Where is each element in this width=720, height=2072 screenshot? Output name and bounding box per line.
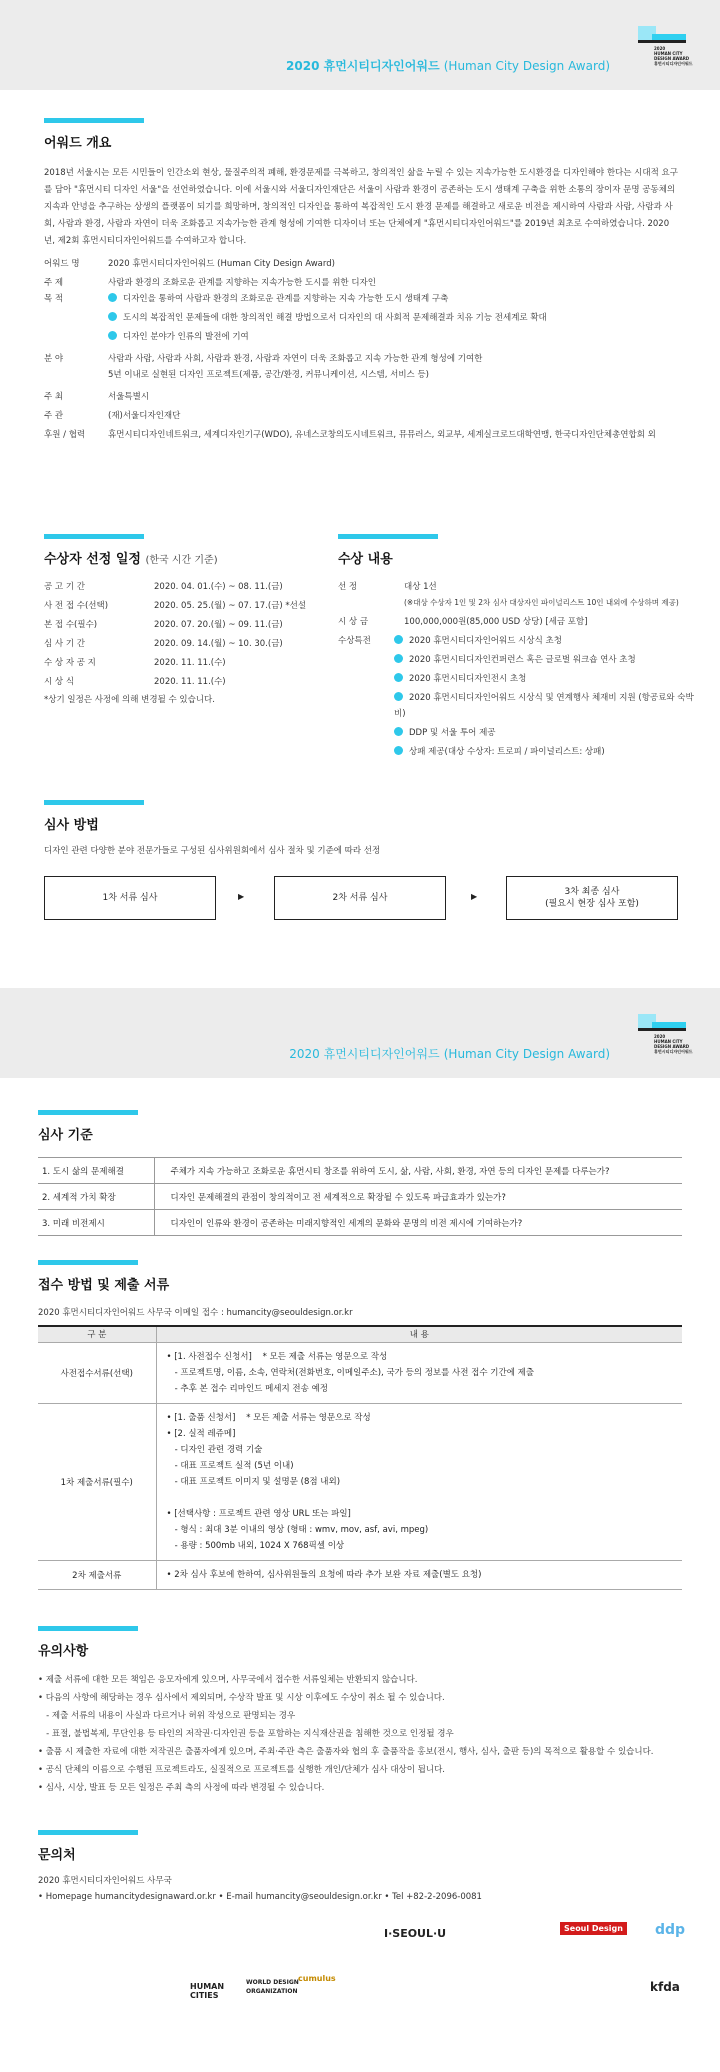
submission-line: - 프로젝트명, 이름, 소속, 연락처(전화번호, 이메일주소), 국가 등의 정보를 사전 접수 기간에 제출	[166, 1367, 535, 1378]
notice-section: 유의사항 • 제출 서류에 대한 모든 책임은 응모자에게 있으며, 사무국에서 접수한 서류일체는 반환되지 않습니다. • 다음의 사항에 해당하는 경우 심사에서 제외되며, 수상작 발표 및 시상 이후에도 수상이 취소 될 수 있습니다. - 제출 서류의 내용이 사실과 다르거나 허위 작성으로 판명되는 경우 - 표절, 불법복제, 무단인용 등 타인의 저작권·디자인권 등을 포함하는 지식재산권을 침해한 것으로 인정될 경우 • 출품 시 제출한 자료에 대한 저작권은 출품자에게 있으며, 주최·주관 측은 출품자와 협의 후 출품작을 홍보(전시, 행사, 심사, 출판 등)의 목적으로 활용할 수 있습니다. • 공식 단체의 이름으로 수행된 프로젝트라도, 실질적으로 프로젝트를 실행한 개인/단체가 심사 대상이 됩니다. • 심사, 시상, 발표 등 모든 일정은 주최 측의 사정에 따라 변경될 수 있습니다.	[38, 1626, 682, 1797]
judging-section: 심사 방법 디자인 관련 다양한 분야 전문가들로 구성된 심사위원회에서 심사 절차 및 기준에 따라 선정	[44, 800, 680, 860]
info-row: 심 사 기 간 2020. 09. 14.(월) ~ 10. 30.(금)	[44, 639, 283, 649]
wdo-logo: WORLD DESIGN ORGANIZATION	[246, 1979, 299, 1995]
notice-item: - 제출 서류의 내용이 사실과 다르거나 허위 작성으로 판명되는 경우	[38, 1711, 296, 1721]
submission-section: 접수 방법 및 제출 서류 2020 휴먼시티디자인어워드 사무국 이메일 접수 : humancity@seouldesign.or.kr 구 분 내 용 사전접수서류(선택) • [1. 사전접수 신청서] * 모든 제출 서류는 영문으로 작성 - 프로젝트명, 이름, 소속, 연락처(전화번호, 이메일주소), 국가 등의 정보를 사전 접수 기간에 제출 - 추후 본 접수 리마인드 메세지 전송 예정 1차 제출서류(필수) • [1. 출품 신청서] * 모든 제출 서류는 영문으로 작성 • [2. 실적 레쥬메] - 디자인 관련 경력 기술 - 대표 프로젝트 실적 (5년 이내) - 대표 프로젝트 이미지 및 설명문 (8점 내외) • [선택사항 : 프로젝트 관련 영상 URL 또는 파일] - 형식 : 최대 3분 이내의 영상 (형태 : wmv, mov, asf, avi, mpeg) - 용량 : 500mb 내외, 1024 X 768픽셀 이상 2차 제출서류 • 2차 심사 후보에 한하여, 심사위원들의 요청에 따라 추가 보완 자료 제출(별도 요청)	[38, 1260, 682, 1590]
submission-line: - 추후 본 접수 리마인드 메세지 전송 예정	[166, 1383, 328, 1394]
purpose-item: 디자인을 통하여 사람과 환경의 조화로운 관계를 지향하는 지속 가능한 도시 생태계 구축	[108, 291, 680, 307]
contact-section: 문의처 2020 휴먼시티디자인어워드 사무국 • Homepage humancitydesignaward.or.kr • E-mail humancity@seouldesign.or.kr • Tel +82-2-2096-0081	[38, 1830, 682, 1905]
header-title: 2020 휴먼시티디자인어워드 (Human City Design Award)	[286, 59, 610, 73]
info-row: 어워드 명 2020 휴먼시티디자인어워드 (Human City Design Award)	[44, 259, 335, 269]
page-header-2: 2020 휴먼시티디자인어워드 (Human City Design Award) 2020 HUMAN CITY DESIGN AWARD 휴먼시티디자인어워드	[0, 988, 720, 1078]
bullet-icon	[394, 692, 403, 701]
kfda-logo: kfda	[650, 1980, 680, 1994]
arrow-icon: ▶	[238, 892, 245, 901]
prize-section: 수상 내용 선 정 대상 1선 (※대상 수상자 1인 및 2차 심사 대상자인 파이널리스트 10인 내외에 수상하며 제공) 시 상 금 100,000,000원(85,000 USD 상당) [세금 포함] 수상특전 2020 휴먼시티디자인어워드 시상식 초청 2020 휴먼시티디자인컨퍼런스 혹은 글로벌 워크숍 연사 초청 2020 휴먼시티디자인전시 초청 2020 휴먼시티디자인어워드 시상식 및 연계행사 체재비 지원 (항공료와 숙박비) DDP 및 서울 투어 제공 상패 제공(대상 수상자: 트로피 / 파이널리스트: 상패)	[338, 534, 698, 763]
criteria-row: 2. 세계적 가치 확장 디자인 문제해결의 관점이 창의적이고 전 세계적으로 확장될 수 있도록 파급효과가 있는가?	[38, 1184, 682, 1210]
bullet-icon	[394, 673, 403, 682]
submission-line: - 디자인 관련 경력 기술	[166, 1444, 263, 1455]
submission-line: - 대표 프로젝트 실적 (5년 이내)	[166, 1460, 294, 1471]
notice-item: • 공식 단체의 이름으로 수행된 프로젝트라도, 실질적으로 프로젝트를 실행한 개인/단체가 심사 대상이 됩니다.	[38, 1765, 445, 1775]
bullet-icon	[394, 635, 403, 644]
submission-line: • 2차 심사 후보에 한하여, 심사위원들의 요청에 따라 추가 보완 자료 제출(별도 요청)	[166, 1569, 482, 1580]
seoul-design-logo: Seoul Design	[560, 1922, 627, 1935]
info-row: 주 최 서울특별시	[44, 392, 150, 402]
award-logo: 2020 HUMAN CITY DESIGN AWARD 휴먼시티디자인어워드	[634, 1010, 694, 1060]
submission-line: • [1. 출품 신청서] * 모든 제출 서류는 영문으로 작성	[166, 1412, 371, 1423]
bullet-icon	[394, 746, 403, 755]
submission-line	[167, 1490, 673, 1506]
info-row: 본 접 수(필수) 2020. 07. 20.(월) ~ 09. 11.(금)	[44, 620, 283, 630]
overview-section: 어워드 개요 2018년 서울시는 모든 시민들이 인간소외 현상, 물질주의적 폐해, 환경문제를 극복하고, 창의적인 삶을 누릴 수 있는 지속가능한 도시환경을 디자인해야 한다는 시대적 요구를 담아 "휴먼시티 디자인 서울"을 선언하였습니다. 이에 서울시와 서울디자인재단은 서울이 사람과 환경이 공존하는 도시 생태계 구축을 위한 소통의 장이자 문명 공동체의 지속과 안녕을 추구하는 상생의 플랫폼이 되기를 희망하며, 창의적인 디자인을 통하여 복잡적인 도시 환경 문제를 해결하고 새로운 비전을 제시하여 사람과 사람, 사람과 사회, 사람과 환경, 사람과 자연이 더욱 조화롭고 지속가능한 관계 형성에 기여한 디자이너 또는 단체에게 "휴먼시티디자인어워드"를 2019년 최초로 수여하였습니다. 2020년, 제2회 휴먼시티디자인어워드를 수여하고자 합니다. 어워드 명 2020 휴먼시티디자인어워드 (Human City Design Award) 주 제 사람과 환경의 조화로운 관계를 지향하는 지속가능한 도시를 위한 디자인 목 적 디자인을 통하여 사람과 환경의 조화로운 관계를 지향하는 지속 가능한 도시 생태계 구축 도시의 복잡적인 문제들에 대한 창의적인 해결 방법으로서 디자인의 대 사회적 문제해결과 치유 기능 전세계로 확대 디자인 분야가 인류의 발전에 기여 분 야 사람과 사람, 사람과 사회, 사람과 환경, 사람과 자연이 더욱 조화롭고 지속 가능한 관계 형성에 기여한 5년 이내로 실현된 디자인 프로젝트(제품, 공간/환경, 커뮤니케이션, 시스템, 서비스 등) 주 최 서울특별시 주 관 (재)서울디자인재단 후원 / 협력 휴먼시티디자인네트워크, 세계디자인기구(WDO), 유네스코창의도시네트워크, 뮤뮤러스, 외교부, 세계실크로드대학연맹, 한국디자인단체총연합회 외	[44, 118, 680, 443]
schedule-section: 수상자 선정 일정 (한국 시간 기준) 공 고 기 간 2020. 04. 01.(수) ~ 08. 11.(금) 사 전 접 수(선택) 2020. 05. 25.(월) ~ 07. 17.(금) *선설 본 접 수(필수) 2020. 07. 20.(월) ~ 09. 11.(금) 심 사 기 간 2020. 09. 14.(월) ~ 10. 30.(금) 수 상 자 공 지 2020. 11. 11.(수) 시 상 식 2020. 11. 11.(수) *상기 일정은 사정에 의해 변경될 수 있습니다.	[44, 534, 324, 708]
criteria-row: 1. 도시 삶의 문제해결 주체가 지속 가능하고 조화로운 휴먼시티 창조를 위하여 도시, 삶, 사람, 사회, 환경, 자연 등의 디자인 문제를 다루는가?	[38, 1158, 682, 1184]
info-row: 후원 / 협력 휴먼시티디자인네트워크, 세계디자인기구(WDO), 유네스코창의도시네트워크, 뮤뮤러스, 외교부, 세계실크로드대학연맹, 한국디자인단체총연합회 외	[44, 430, 656, 440]
benefit-item: 2020 휴먼시티디자인컨퍼런스 혹은 글로벌 워크숍 연사 초청	[394, 652, 698, 668]
submission-line: • [2. 실적 레쥬메]	[166, 1428, 236, 1439]
arrow-icon: ▶	[471, 892, 478, 901]
judging-step-3: 3차 최종 심사 (필요시 현장 심사 포함)	[506, 876, 678, 920]
submission-line: - 대표 프로젝트 이미지 및 설명문 (8점 내외)	[166, 1476, 341, 1487]
info-row: 수 상 자 공 지 2020. 11. 11.(수)	[44, 658, 226, 668]
purpose-item: 디자인 분야가 인류의 발전에 기여	[108, 329, 680, 345]
judging-step-2: 2차 서류 심사	[274, 876, 446, 920]
criteria-row: 3. 미래 비전제시 디자인이 인류와 환경이 공존하는 미래지향적인 세계의 문화와 문명의 비전 제시에 기여하는가?	[38, 1210, 682, 1236]
submission-line: • [선택사항 : 프로젝트 관련 영상 URL 또는 파일]	[166, 1508, 351, 1519]
iseoulu-logo: I·SEOUL·U	[384, 1927, 447, 1940]
judging-step-1: 1차 서류 심사	[44, 876, 216, 920]
benefit-item: 2020 휴먼시티디자인어워드 시상식 및 연계행사 체재비 지원 (항공료와 숙박비)	[394, 693, 694, 719]
benefit-item: 2020 휴먼시티디자인어워드 시상식 초청	[394, 633, 698, 649]
overview-paragraph: 2018년 서울시는 모든 시민들이 인간소외 현상, 물질주의적 폐해, 환경문제를 극복하고, 창의적인 삶을 누릴 수 있는 지속가능한 도시환경을 디자인해야 한다는 시대적 요구를 담아 "휴먼시티 디자인 서울"을 선언하였습니다. 이에 서울시와 서울디자인재단은 서울이 사람과 환경이 공존하는 도시 생태계 구축을 위한 소통의 장이자 문명 공동체의 지속과 안녕을 추구하는 상생의 플랫폼이 되기를 희망하며, 창의적인 디자인을 통하여 복잡적인 도시 환경 문제를 해결하고 새로운 비전을 제시하여 사람과 사람, 사람과 사회, 사람과 환경, 사람과 자연이 더욱 조화롭고 지속가능한 관계 형성에 기여한 디자이너 또는 단체에게 "휴먼시티디자인어워드"를 2019년 최초로 수여하였습니다. 2020년, 제2회 휴먼시티디자인어워드를 수여하고자 합니다.	[44, 168, 678, 246]
info-row: 주 제 사람과 환경의 조화로운 관계를 지향하는 지속가능한 도시를 위한 디자인	[44, 278, 376, 288]
notice-item: - 표절, 불법복제, 무단인용 등 타인의 저작권·디자인권 등을 포함하는 지식재산권을 침해한 것으로 인정될 경우	[38, 1729, 454, 1739]
purpose-item: 도시의 복잡적인 문제들에 대한 창의적인 해결 방법으로서 디자인의 대 사회적 문제해결과 치유 기능 전세계로 확대	[108, 310, 680, 326]
submission-line: • [1. 사전접수 신청서] * 모든 제출 서류는 영문으로 작성	[166, 1351, 388, 1362]
award-logo: 2020 HUMAN CITY DESIGN AWARD 휴먼시티디자인어워드	[634, 22, 694, 72]
criteria-section: 심사 기준 1. 도시 삶의 문제해결 주체가 지속 가능하고 조화로운 휴먼시티 창조를 위하여 도시, 삶, 사람, 사회, 환경, 자연 등의 디자인 문제를 다루는가? 2. 세계적 가치 확장 디자인 문제해결의 관점이 창의적이고 전 세계적으로 확장될 수 있도록 파급효과가 있는가? 3. 미래 비전제시 디자인이 인류와 환경이 공존하는 미래지향적인 세계의 문화와 문명의 비전 제시에 기여하는가?	[38, 1110, 682, 1236]
notice-item: • 심사, 시상, 발표 등 모든 일정은 주최 측의 사정에 따라 변경될 수 있습니다.	[38, 1783, 325, 1793]
ddp-logo: ddp	[655, 1922, 686, 1938]
bullet-icon	[108, 293, 117, 302]
benefit-item: 2020 휴먼시티디자인전시 초청	[394, 671, 698, 687]
notice-item: • 제출 서류에 대한 모든 책임은 응모자에게 있으며, 사무국에서 접수한 서류일체는 반환되지 않습니다.	[38, 1675, 418, 1685]
bullet-icon	[394, 727, 403, 736]
cumulus-logo: cumulus	[298, 1974, 336, 1983]
overview-title: 어워드 개요	[44, 136, 112, 151]
info-row: 주 관 (재)서울디자인재단	[44, 411, 181, 421]
info-row: 공 고 기 간 2020. 04. 01.(수) ~ 08. 11.(금)	[44, 582, 283, 592]
info-row: 시 상 식 2020. 11. 11.(수)	[44, 677, 226, 687]
submission-line: - 용량 : 500mb 내외, 1024 X 768픽셀 이상	[166, 1540, 345, 1551]
info-row: 사 전 접 수(선택) 2020. 05. 25.(월) ~ 07. 17.(금) *선설	[44, 601, 307, 611]
submission-line: - 형식 : 최대 3분 이내의 영상 (형태 : wmv, mov, asf, avi, mpeg)	[166, 1524, 429, 1535]
benefit-item: 상패 제공(대상 수상자: 트로피 / 파이널리스트: 상패)	[394, 744, 698, 760]
page-header	[0, 0, 720, 90]
bullet-icon	[108, 312, 117, 321]
benefit-item: DDP 및 서울 투어 제공	[394, 725, 698, 741]
bullet-icon	[394, 654, 403, 663]
bullet-icon	[108, 331, 117, 340]
human-cities-logo: HUMAN CITIES	[190, 1982, 225, 2000]
notice-item: • 다음의 사항에 해당하는 경우 심사에서 제외되며, 수상작 발표 및 시상 이후에도 수상이 취소 될 수 있습니다.	[38, 1693, 445, 1703]
notice-item: • 출품 시 제출한 자료에 대한 저작권은 출품자에게 있으며, 주최·주관 측은 출품자와 협의 후 출품작을 홍보(전시, 행사, 심사, 출판 등)의 목적으로 활용할 수 있습니다.	[38, 1747, 654, 1757]
